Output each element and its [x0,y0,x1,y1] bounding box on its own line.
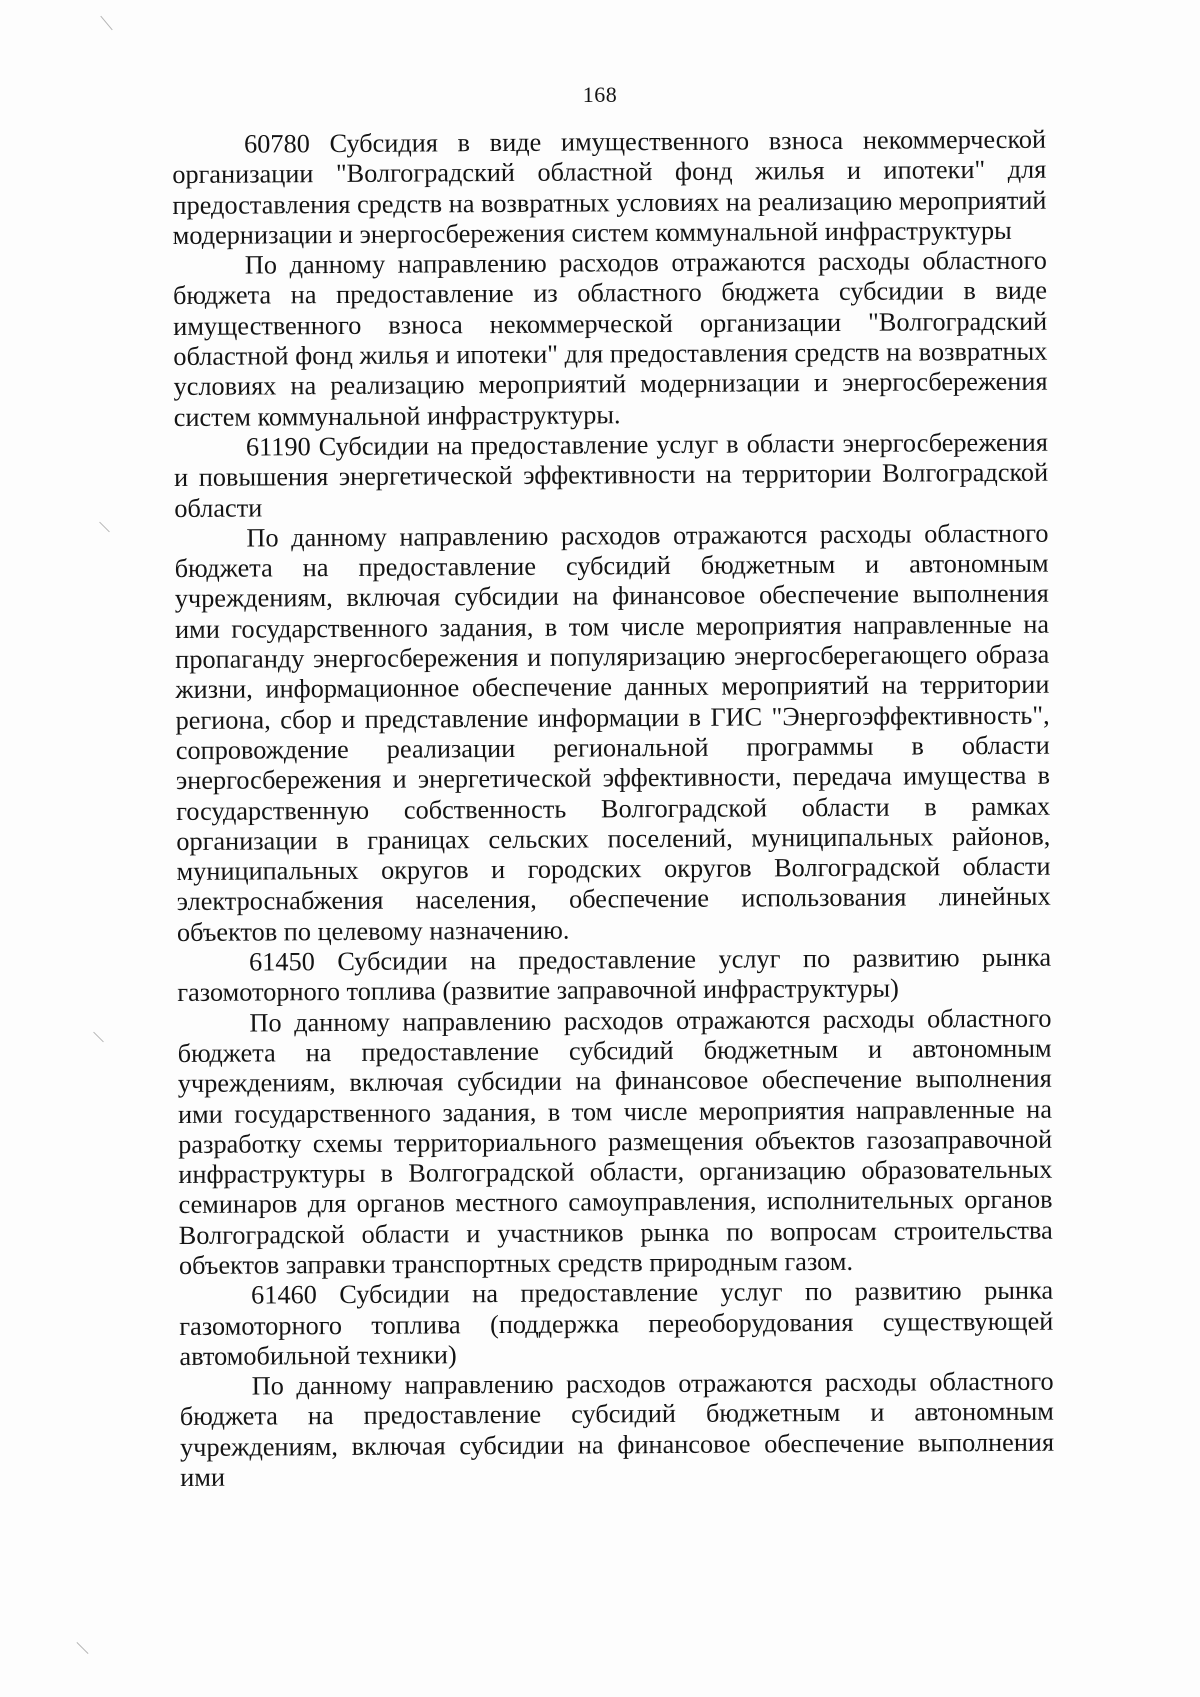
section-heading-61450: 61450 Субсидии на предоставление услуг по развитию рынка газомоторного топлива (развитие заправочной инфраструктуры) [177,942,1052,1008]
scan-artifact [100,16,112,30]
document-body [172,125,1054,1494]
scan-artifact [93,1032,104,1043]
paragraph-60780-description: По данному направлению расходов отражаются расходы областного бюджета на предоставление из областного бюджета субсидии в виде имущественного взноса некоммерческой организации "Волгоградский областной фонд жилья и ипотеки" для предоставления средств на возвратных условиях на реализацию мероприятий модернизации и энергосбережения систем коммунальной инфраструктуры. [172,245,1048,432]
paragraph-61450-description: По данному направлению расходов отражаются расходы областного бюджета на предоставление субсидий бюджетным и автономным учреждениям, включая субсидии на финансовое обеспечение выполнения ими государственного задания, в том числе мероприятия направленные на разработку схемы территориального размещения объектов газозаправочной инфраструктуры в Волгоградской области, организацию образовательных семинаров для органов местного самоуправления, исполнительных органов Волгоградской области и участников рынка по вопросам строительства объектов заправки транспортных средств природным газом. [177,1003,1053,1280]
scan-artifact [99,522,110,533]
scan-artifact [76,1642,88,1654]
page-number: 168 [582,82,618,107]
section-heading-60780: 60780 Субсидия в виде имущественного взноса некоммерческой организации "Волгоградский областной фонд жилья и ипотеки" для предоставления средств на возвратных условиях на реализацию мероприятий модернизации и энергосбережения систем коммунальной инфраструктуры [172,124,1047,250]
paragraph-61460-description: По данному направлению расходов отражаются расходы областного бюджета на предоставление субсидий бюджетным и автономным учреждениям, включая субсидии на финансовое обеспечение выполнения ими [179,1366,1055,1493]
section-heading-61190: 61190 Субсидии на предоставление услуг в области энергосбережения и повышения энергетической эффективности на территории Волгоградской области [174,427,1049,523]
paragraph-61190-description: По данному направлению расходов отражаются расходы областного бюджета на предоставление субсидий бюджетным и автономным учреждениям, включая субсидии на финансовое обеспечение выполнения ими государственного задания, в том числе мероприятия направленные на пропаганду энергосбережения и популяризацию энергосберегающего образа жизни, информационное обеспечение данных мероприятий на территории региона, сбор и представление информации в ГИС "Энергоэффективность", сопровождение реализации региональной программы в области энергосбережения и энергетической эффективности, передача имущества в государственную собственность Волгоградской области в рамках организации в границах сельских поселений, муниципальных районов, муниципальных округов и городских округов Волгоградской области электроснабжения населения, обеспечение использования линейных объектов по целевому назначению. [174,518,1051,947]
section-heading-61460: 61460 Субсидии на предоставление услуг по развитию рынка газомоторного топлива (поддержка переоборудования существующей автомобильной техники) [179,1275,1054,1371]
